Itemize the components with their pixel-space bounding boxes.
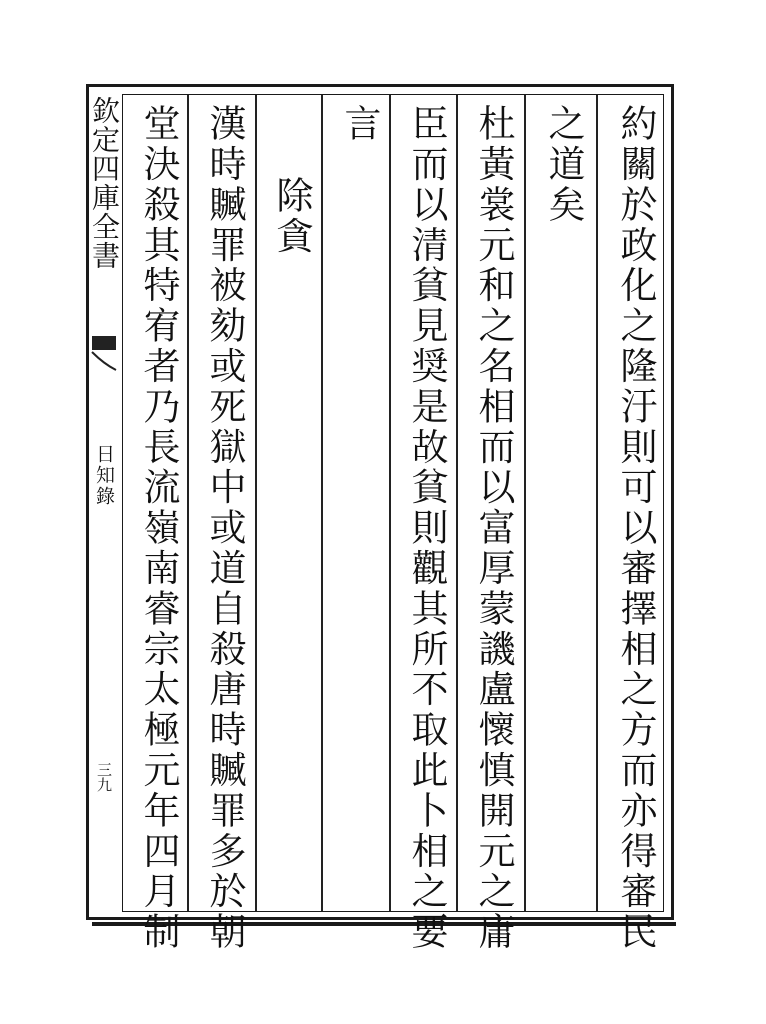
text-column-1: 約關於政化之隆汙則可以審擇相之方而亦得審民	[614, 104, 657, 953]
section-heading: 除貪	[270, 176, 313, 257]
column-divider	[321, 95, 323, 911]
text-column-4: 臣而以清貧見奨是故貧則觀其所不取此卜相之要	[405, 104, 448, 953]
page-number: 三九	[95, 762, 113, 792]
column-divider	[524, 95, 526, 911]
column-divider	[596, 95, 598, 911]
text-column-8: 堂決殺其特宥者乃長流嶺南睿宗太極元年四月制	[137, 104, 180, 953]
column-divider	[255, 95, 257, 911]
column-divider	[389, 95, 391, 911]
column-divider	[187, 95, 189, 911]
text-column-5: 言	[338, 104, 381, 145]
book-title: 日知錄	[93, 444, 115, 507]
text-column-2: 之道矣	[542, 104, 585, 226]
column-divider	[456, 95, 458, 911]
collection-title: 欽定四庫全書	[88, 96, 121, 270]
text-column-7: 漢時贓罪被劾或死獄中或道自殺唐時贓罪多於朝	[203, 104, 246, 953]
text-column-3: 杜黃裳元和之名相而以富厚蒙譏盧懷慎開元之庸	[472, 104, 515, 953]
fish-tail-ornament-icon	[90, 334, 118, 372]
